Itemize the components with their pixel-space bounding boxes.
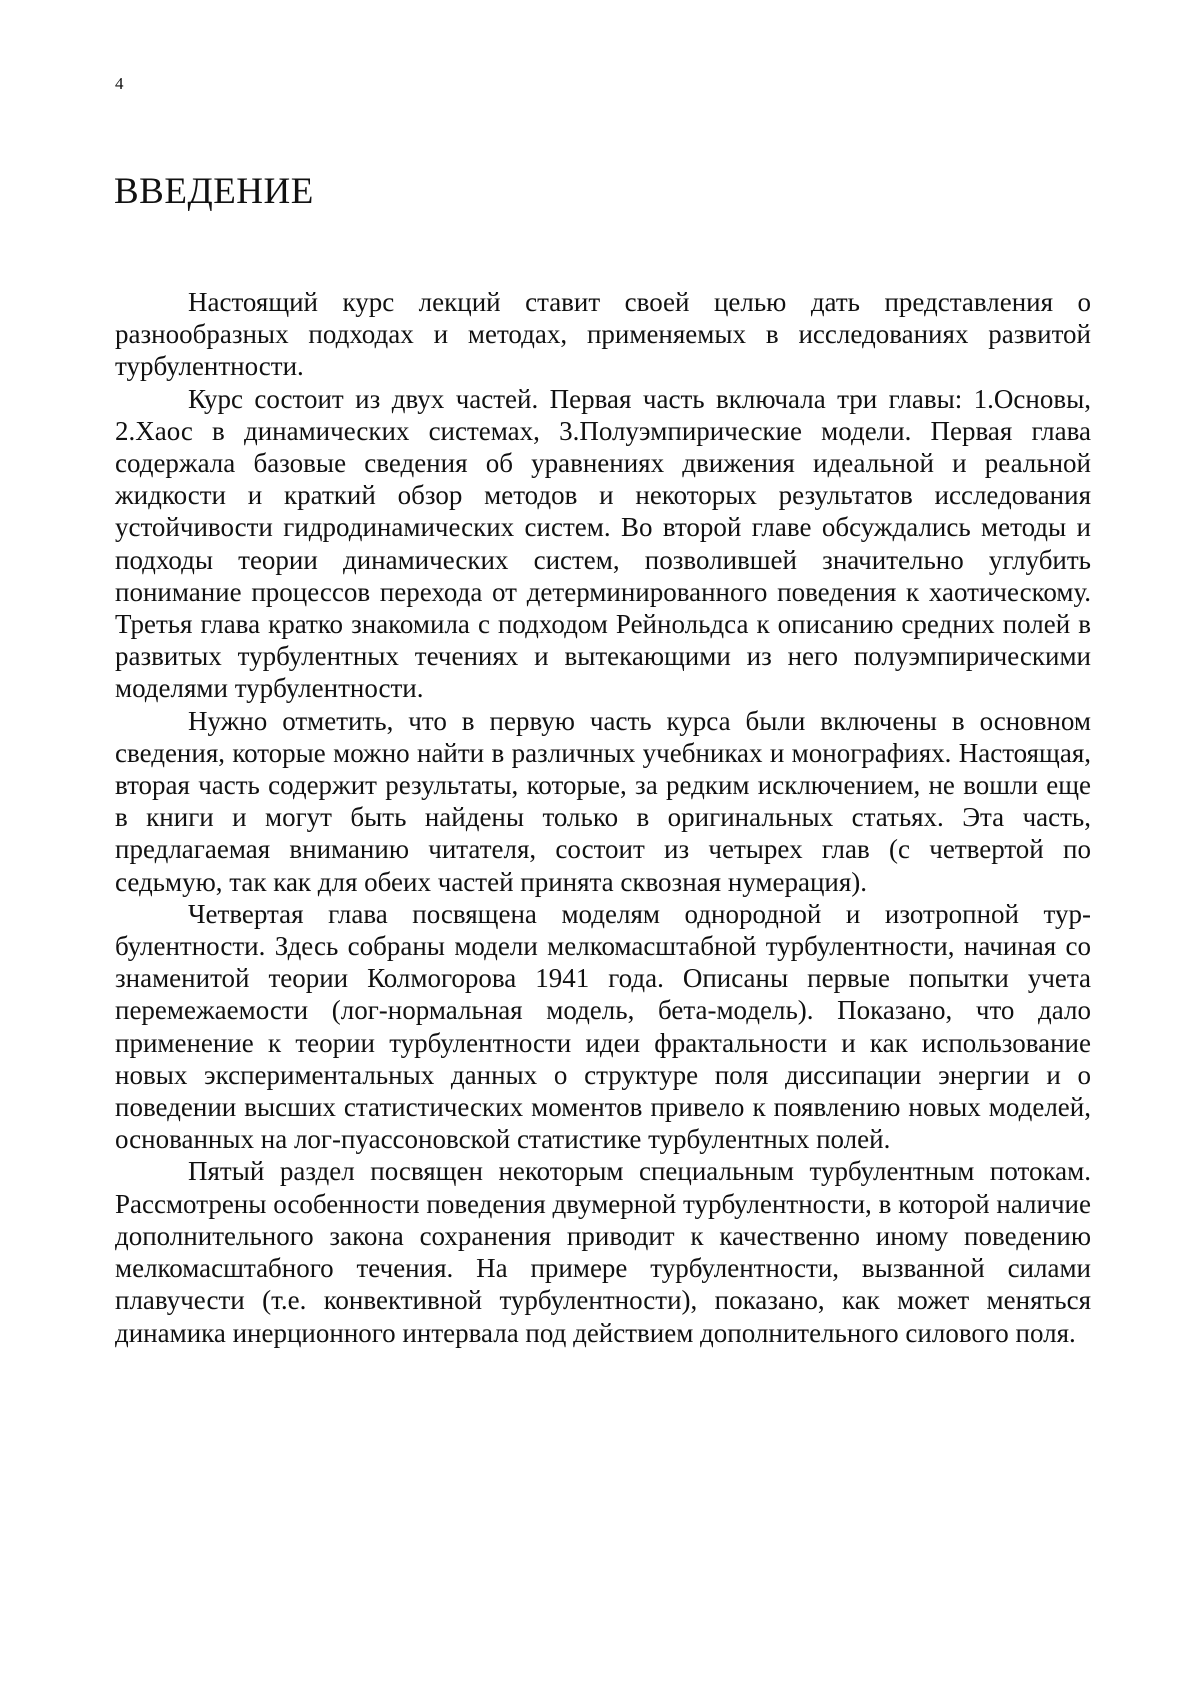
page-number: 4 bbox=[115, 74, 124, 93]
paragraph: Четвертая глава посвящена моделям однородной и изотропной турбулентности. Здесь собраны модели мелкомасштабной турбулентности, начиная со знаменитой теории Колмогорова 1941 года. Описаны первые попытки учета перемежаемости (лог-нормальная модель, бета-модель). Показано, что дало применение к теории турбулентности идеи фрактальности и как использование новых экспериментальных данных о структуре поля диссипации энергии и о поведении высших статистических моментов привело к появлению новых моделей, основанных на лог-пуассоновской статистике турбулентных полей. bbox=[115, 898, 1091, 1155]
section-heading: ВВЕДЕНИЕ bbox=[114, 171, 314, 212]
paragraph: Нужно отметить, что в первую часть курса были включены в основном сведения, которые можно найти в различных учебниках и монографиях. Настоящая, вторая часть содержит результаты, которые, за редким исключением, не вошли еще в книги и могут быть найдены только в оригинальных статьях. Эта часть, предлагаемая вниманию читателя, состоит из четырех глав (с четвертой по седьмую, так как для обеих частей принята сквозная нумерация). bbox=[115, 705, 1091, 897]
paragraph: Курс состоит из двух частей. Первая часть включала три главы: 1.Основы, 2.Хаос в динамических системах, 3.Полуэмпирические модели. Первая глава содержала базовые сведения об уравнениях движения идеальной и реальной жидкости и краткий обзор методов и некоторых результатов исследования устойчивости гидродинамических систем. Во второй главе обсуждались методы и подходы теории динамических систем, позволившей значительно углубить понимание процессов перехода от детерминированного поведения к хаотическому. Третья глава кратко знакомила с подходом Рейнольдса к описанию средних полей в развитых турбулентных течениях и вытекающими из него полуэмпирическими моделями турбулентности. bbox=[115, 383, 1091, 704]
paragraph: Пятый раздел посвящен некоторым специальным турбулентным потокам. Рассмотрены особенности поведения двумерной турбулентности, в которой наличие дополнительного закона сохранения приводит к качественно иному поведению мелкомасштабного течения. На примере турбулентности, вызванной силами плавучести (т.е. конвективной турбулентности), показано, как может меняться динамика инерционного интервала под действием дополнительного силового поля. bbox=[115, 1156, 1091, 1348]
body-text bbox=[115, 286, 1091, 1349]
paragraph: Настоящий курс лекций ставит своей целью дать представления о разнообразных подходах и методах, применяемых в исследованиях развитой турбулентности. bbox=[115, 287, 1091, 382]
